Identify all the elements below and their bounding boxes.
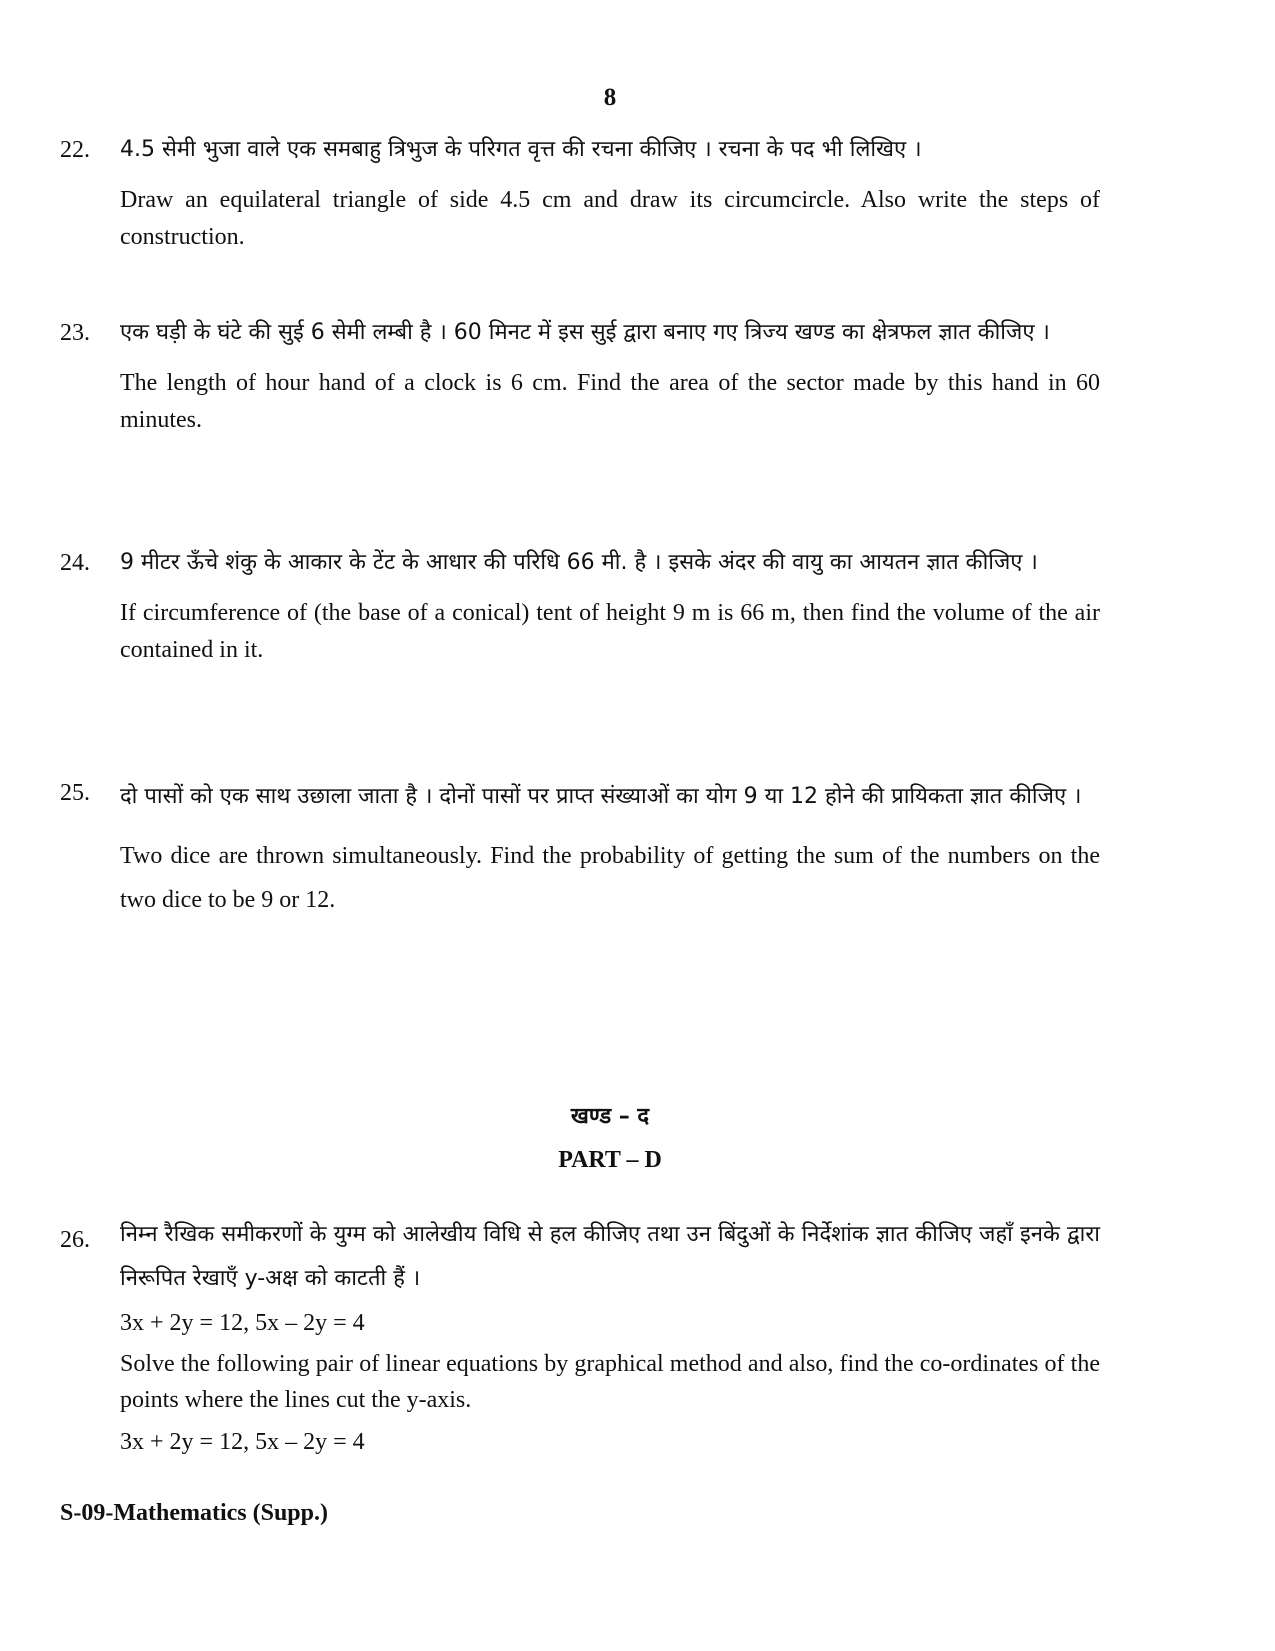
question-hindi-text: 4.5 सेमी भुजा वाले एक समबाहु त्रिभुज के परिगत वृत्त की रचना कीजिए । रचना के पद भी लिखिए ।: [120, 137, 922, 162]
question-english-text: The length of hour hand of a clock is 6 cm. Find the area of the sector made by this hand in 60 minutes.: [120, 370, 1100, 433]
section-heading-english: PART – D: [558, 1147, 662, 1173]
question-number: 26.: [60, 1227, 90, 1253]
equation-english: 3x + 2y = 12, 5x – 2y = 4: [120, 1429, 365, 1455]
page-number: 8: [603, 84, 617, 111]
question-number: 23.: [60, 320, 90, 346]
question-number: 24.: [60, 550, 90, 576]
question-english-text: Solve the following pair of linear equations by graphical method and also, find the co-ordinates of the points where the lines cut the y-axis.: [120, 1351, 1100, 1413]
question-body: [120, 1213, 1100, 1461]
question-body: [120, 126, 1100, 256]
question-body: [120, 769, 1100, 922]
question-english-text: Two dice are thrown simultaneously. Find the probability of getting the sum of the numbers on the two dice to be 9 or 12.: [120, 843, 1100, 913]
section-heading-hindi: खण्ड – द: [570, 1104, 650, 1129]
question-hindi-text: एक घड़ी के घंटे की सुई 6 सेमी लम्बी है । 60 मिनट में इस सुई द्वारा बनाए गए त्रिज्य खण्ड का क्षेत्रफल ज्ञात कीजिए ।: [120, 320, 1050, 345]
question-hindi-text: दो पासों को एक साथ उछाला जाता है । दोनों पासों पर प्राप्त संख्याओं का योग 9 या 12 होने की प्रायिकता ज्ञात कीजिए ।: [120, 784, 1082, 809]
question-english-text: If circumference of (the base of a conical) tent of height 9 m is 66 m, then find the volume of the air contained in it.: [120, 600, 1100, 663]
equation-hindi: 3x + 2y = 12, 5x – 2y = 4: [120, 1310, 365, 1336]
footer-paper-code: S-09-Mathematics (Supp.): [60, 1500, 328, 1526]
question-body: [120, 309, 1100, 439]
question-number: 22.: [60, 137, 90, 163]
question-hindi-text: 9 मीटर ऊँचे शंकु के आकार के टेंट के आधार की परिधि 66 मी. है । इसके अंदर की वायु का आयतन ज्ञात कीजिए ।: [120, 550, 1038, 575]
question-hindi-text: निम्न रैखिक समीकरणों के युग्म को आलेखीय विधि से हल कीजिए तथा उन बिंदुओं के निर्देशांक ज्ञात कीजिए जहाँ इनके द्वारा निरूपित रेखाएँ y-अक्ष को काटती हैं ।: [120, 1222, 1100, 1291]
question-number: 25.: [60, 780, 90, 806]
question-english-text: Draw an equilateral triangle of side 4.5 cm and draw its circumcircle. Also write the steps of construction.: [120, 187, 1100, 250]
question-body: [120, 539, 1100, 669]
